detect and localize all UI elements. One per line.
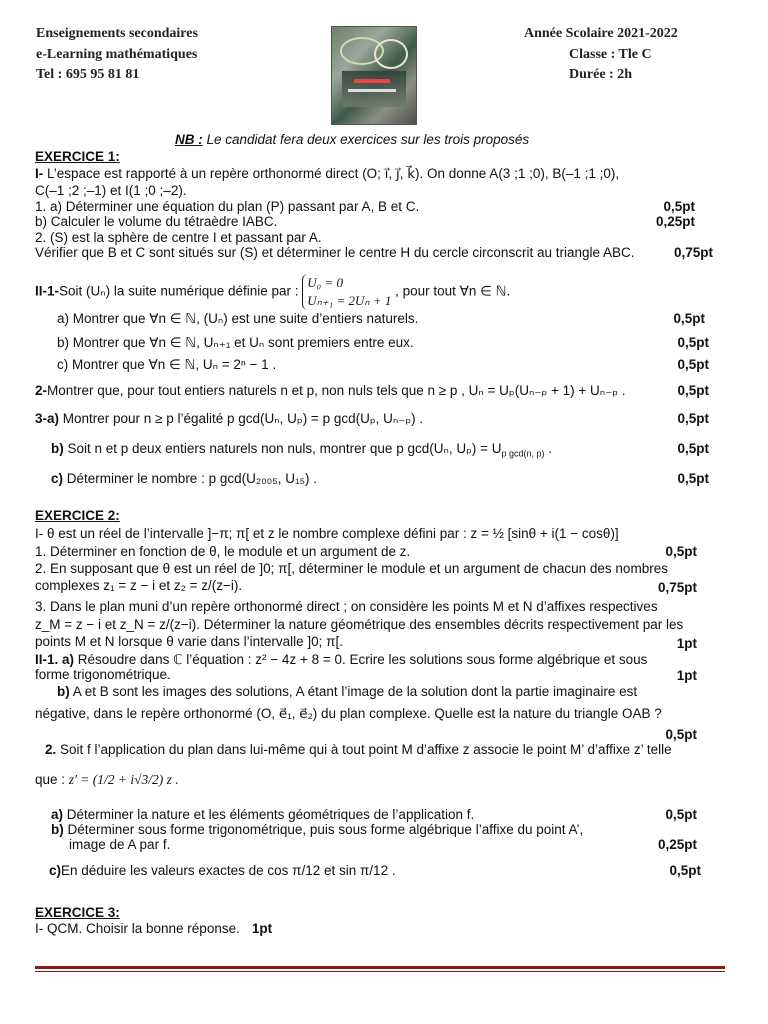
ex2-line-12: 2. Soit f l’application du plan dans lui-même qui à tout point M d’affixe z associe le point M’ d’affixe z’ telle xyxy=(45,742,672,757)
ex2-title: EXERCICE 2: xyxy=(35,508,120,523)
ex2-f-a-points: 0,5pt xyxy=(665,807,697,822)
ex2-points-9: 1pt xyxy=(676,668,697,683)
ex1-q2-points: 0,5pt xyxy=(677,383,709,398)
ex1-points-3: 0,5pt xyxy=(663,199,695,214)
footer-rule xyxy=(35,966,725,969)
header-year: Année Scolaire 2021-2022 xyxy=(524,26,678,41)
ex1-q3b-points: 0,5pt xyxy=(677,441,709,456)
ex2-f-b: b) Déterminer sous forme trigonométrique, puis sous forme algébrique l’affixe du point A’, xyxy=(51,822,584,837)
header-left xyxy=(36,24,198,86)
ex2-line-2: 1. Déterminer en fonction de θ, le module et un argument de z. xyxy=(35,544,411,559)
ex2-line-13: que : z' = (1/2 + i√3/2) z . xyxy=(35,772,179,787)
ex1-q3c-points: 0,5pt xyxy=(677,471,709,486)
ex2-line-4: complexes z₁ = z − i et z₂ = z/(z−i). xyxy=(35,578,243,593)
ex1-ii-a: a) Montrer que ∀n ∈ ℕ, (Uₙ) est une suite d’entiers naturels. xyxy=(57,311,419,326)
ex2-f-a: a) Déterminer la nature et les éléments géométriques de l’application f. xyxy=(51,807,475,822)
ex3-title: EXERCICE 3: xyxy=(35,905,120,920)
ex2-f-b-2: image de A par f. xyxy=(69,837,171,852)
ex1-q3a-points: 0,5pt xyxy=(677,411,709,426)
ex2-line-5: 3. Dans le plan muni d’un repère orthonormé direct ; on considère les points M et N d’affixes respectives xyxy=(35,599,658,614)
ex1-line-4: b) Calculer le volume du tétraèdre IABC. xyxy=(35,214,278,229)
ex2-line-10: b) A et B sont les images des solutions, A étant l’image de la solution dont la partie imaginaire est xyxy=(57,684,638,699)
ex1-ii-b-points: 0,5pt xyxy=(677,335,709,350)
header-line-1: Enseignements secondaires xyxy=(36,26,198,41)
ex2-f-b-points: 0,25pt xyxy=(657,837,697,852)
ex1-points-4: 0,25pt xyxy=(655,214,695,229)
header-duration: Durée : 2h xyxy=(569,67,632,82)
ex1-line-5: 2. (S) est la sphère de centre I et passant par A. xyxy=(35,230,322,245)
nb-label: NB : xyxy=(175,132,203,147)
ex3-line-1: I- QCM. Choisir la bonne réponse. 1pt xyxy=(35,921,273,936)
ex2-points-7: 1pt xyxy=(676,636,697,651)
ex1-q3c: c) Déterminer le nombre : p gcd(U₂₀₀₅, U₁₅) . xyxy=(51,471,317,486)
ex2-line-1: I- θ est un réel de l’intervalle ]−π; π[ et z le nombre complexe défini par : z = ½ [sinθ + i(1 − cosθ)] xyxy=(35,526,619,541)
ex1-ii-c-points: 0,5pt xyxy=(677,357,709,372)
header-line-2: e-Learning mathématiques xyxy=(36,46,198,62)
header-line-3: Tel : 695 95 81 81 xyxy=(36,67,140,82)
sequence-system: U₀ = 0 Uₙ₊₁ = 2Uₙ + 1 xyxy=(302,274,391,310)
ex2-line-9: forme trigonométrique. xyxy=(35,667,171,682)
ex2-points-2: 0,5pt xyxy=(665,544,697,559)
ex2-points-11: 0,5pt xyxy=(665,727,697,742)
ex1-line-1: I- L’espace est rapporté à un repère orthonormé direct (O; i⃗, j⃗, k⃗). On donne A(3 ;1 ;0), B(–1 ;1 ;0), xyxy=(35,166,620,181)
nb-text: Le candidat fera deux exercices sur les trois proposés xyxy=(202,132,530,147)
ex1-q3b: b) Soit n et p deux entiers naturels non nuls, montrer que p gcd(Uₙ, $U_p) = U_{p gcd(n, p)}$ . xyxy=(51,441,553,459)
ex1-q3a: 3-a) Montrer pour n ≥ p l’égalité p gcd(Uₙ, Uₚ) = p gcd(Uₚ, Uₙ₋ₚ) . xyxy=(35,411,424,426)
ex2-f-c-points: 0,5pt xyxy=(669,863,701,878)
ex1-points-6: 0,75pt xyxy=(673,245,713,260)
ex1-ii-intro: II-1-Soit (Uₙ) la suite numérique définie par : U₀ = 0 Uₙ₊₁ = 2Uₙ + 1 , pour tout ∀n ∈ ℕ. xyxy=(35,275,511,308)
header-right xyxy=(569,45,652,86)
ex2-line-7: points M et N lorsque θ varie dans l’intervalle ]0; π[. xyxy=(35,634,343,649)
ex2-line-8: II-1. a) Résoudre dans ℂ l’équation : z² − 4z + 8 = 0. Ecrire les solutions sous forme algébrique et sous xyxy=(35,652,648,667)
ex1-line-3: 1. a) Déterminer une équation du plan (P) passant par A, B et C. xyxy=(35,199,420,214)
school-logo xyxy=(331,26,417,125)
ex1-title: EXERCICE 1: xyxy=(35,149,120,164)
header-class: Classe : Tle C xyxy=(569,46,652,62)
ex1-q2: 2-Montrer que, pour tout entiers naturels n et p, non nuls tels que n ≥ p , Uₙ = Uₚ(Uₙ₋ₚ + 1) + Uₙ₋ₚ . xyxy=(35,383,626,398)
ex1-line-6: Vérifier que B et C sont situés sur (S) et déterminer le centre H du cercle circonscrit au triangle ABC. xyxy=(35,245,635,260)
ex2-line-3: 2. En supposant que θ est un réel de ]0; π[, déterminer le module et un argument de chacun des nombres xyxy=(35,561,668,576)
ex1-ii-b: b) Montrer que ∀n ∈ ℕ, Uₙ₊₁ et Uₙ sont premiers entre eux. xyxy=(57,335,414,350)
nb-line xyxy=(175,131,529,148)
ex2-line-6: z_M = z − i et z_N = z/(z−i). Déterminer la nature géométrique des ensembles décrits respectivement par les xyxy=(35,617,684,632)
footer-rule-thin xyxy=(35,971,725,972)
ex2-line-11: négative, dans le repère orthonormé (O, e⃗₁, e⃗₂) du plan complexe. Quelle est la nature du triangle OAB ? xyxy=(35,706,662,721)
ex1-line-2: C(–1 ;2 ;–1) et I(1 ;0 ;–2). xyxy=(35,183,187,198)
ex2-f-c: c)En déduire les valeurs exactes de cos π/12 et sin π/12 . xyxy=(49,863,396,878)
ex2-points-4: 0,75pt xyxy=(657,580,697,595)
ex1-ii-c: c) Montrer que ∀n ∈ ℕ, Uₙ = 2ⁿ − 1 . xyxy=(57,357,277,372)
ex1-ii-a-points: 0,5pt xyxy=(673,311,705,326)
